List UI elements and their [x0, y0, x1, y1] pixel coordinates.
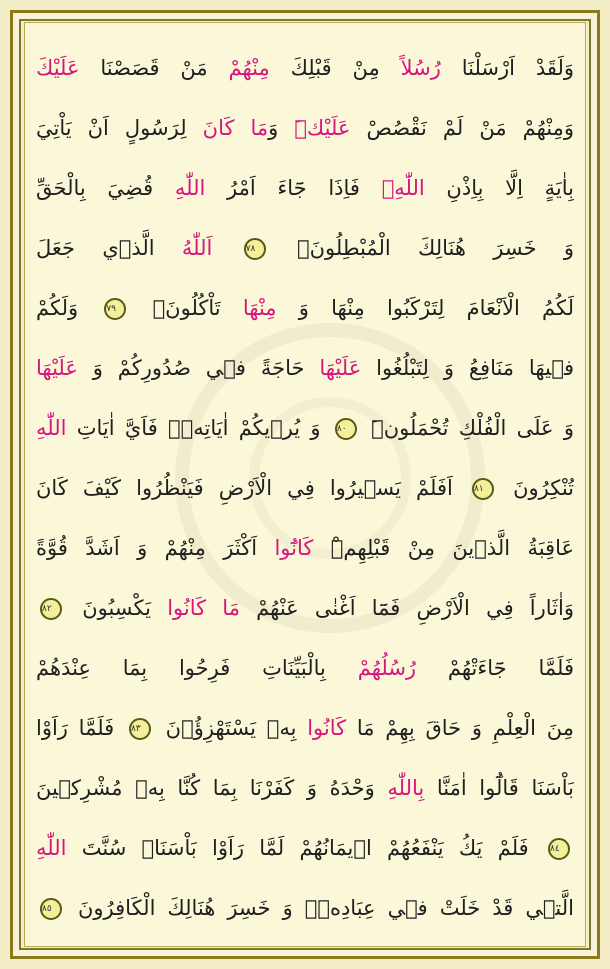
text-line [36, 638, 574, 698]
text-segment: بِه۪ يَسْتَهْزِؤُ۫نَ [154, 716, 308, 740]
ayah-number-marker: ٨٠ [335, 418, 357, 440]
text-line [36, 578, 574, 638]
highlighted-word: عَلَيْكَۜ [294, 116, 351, 140]
text-line [36, 398, 574, 458]
ayah-number-marker: ٨٣ [129, 718, 151, 740]
text-segment: قُضِيَ بِالْحَقِّ [36, 176, 175, 200]
text-segment: تَاْكُلُونَۘ [130, 296, 243, 320]
text-segment: وَ يُر۪يكُمْ اٰيَاتِه۪ۗ فَاَيَّ اٰيَاتِ [66, 416, 331, 440]
ayah-number-marker: ٨٤ [548, 838, 570, 860]
highlighted-word: مِنْهَا [242, 296, 277, 320]
text-line [36, 758, 574, 818]
text-segment: وَ عَلَى الْفُلْكِ تُحْمَلُونَۜ [360, 416, 574, 440]
text-segment: عَاقِبَةُ الَّذ۪ينَ مِنْ قَبْلِهِمْۜ [313, 536, 574, 560]
highlighted-word: بِاللّٰهِ [387, 776, 425, 800]
highlighted-word: اللّٰهِ [174, 176, 206, 200]
text-segment: ف۪يهَا مَنَافِعُ وَ لِتَبْلُغُوا [361, 356, 574, 380]
highlighted-word: اللّٰهِ [36, 416, 67, 440]
text-line [36, 698, 574, 758]
text-line [36, 278, 574, 338]
text-segment: فَاِذَا جَٓاءَ اَمْرُ [205, 176, 382, 200]
text-segment: وَ خَسِرَ هُنَالِكَ الْمُبْطِلُونَ۟ [269, 236, 574, 260]
text-line [36, 818, 574, 878]
highlighted-word: اَللّٰهُ [181, 236, 213, 260]
text-line [36, 38, 574, 98]
text-segment: الَّذ۪ي جَعَلَ [36, 236, 182, 260]
highlighted-word: اللّٰهِۚ [381, 176, 425, 200]
text-segment [212, 236, 239, 260]
text-segment: وَحْدَهُ وَ كَفَرْنَا بِمَا كُنَّا بِه۪ مُشْرِك۪ينَ [36, 776, 388, 800]
text-segment: اَفَلَمْ يَس۪يرُوا فِي الْاَرْضِ فَيَنْظُرُوا كَيْفَ كَانَ [36, 476, 468, 500]
ayah-number-marker: ٨٢ [40, 598, 62, 620]
ayah-number-marker: ٧٩ [104, 298, 126, 320]
text-segment: فَلَمَّا جَٓاءَتْهُمْ [416, 656, 574, 680]
highlighted-word: كَانُٓوا [274, 536, 314, 560]
highlighted-word: رُسُلاً [400, 56, 441, 80]
text-segment: بِالْبَيِّنَاتِ فَرِحُوا بِمَا عِنْدَهُمْ [36, 656, 358, 680]
text-segment: وَمِنْهُمْ مَنْ لَمْ نَقْصُصْ [350, 116, 574, 140]
text-line [36, 158, 574, 218]
text-segment: وَاٰثَاراً فِي الْاَرْضِ فَمَٓا اَغْنٰى عَنْهُمْ [239, 596, 574, 620]
text-segment: الَّت۪ي قَدْ خَلَتْ ف۪ي عِبَادِه۪ۚ وَ خَسِرَ هُنَالِكَ الْكَافِرُونَ [66, 896, 574, 920]
text-segment: لَكُمُ الْاَنْعَامَ لِتَرْكَبُوا مِنْهَا وَ [276, 296, 574, 320]
text-segment: بَاْسَنَا قَالُٓوا اٰمَنَّا [424, 776, 574, 800]
text-segment: مِنَ الْعِلْمِ وَ حَاقَ بِهِمْ مَا [346, 716, 574, 740]
highlighted-word: مِنْهُمْ [228, 56, 270, 80]
highlighted-word: مَا كَانُوا [167, 596, 240, 620]
text-segment: يَكْسِبُونَ [66, 596, 168, 620]
text-line [36, 98, 574, 158]
text-line [36, 458, 574, 518]
text-segment: تُنْكِرُونَ [497, 476, 574, 500]
text-segment: لِرَسُولٍ اَنْ يَاْتِيَ [36, 116, 203, 140]
text-segment: فَلَمْ يَكُ يَنْفَعُهُمْ ا۪يمَانُهُمْ لَمَّا رَاَوْا بَاْسَنَاۜ سُنَّتَ [66, 836, 544, 860]
text-line [36, 518, 574, 578]
ayah-number-marker: ٨٥ [40, 898, 62, 920]
highlighted-word: عَلَيْكَ [36, 56, 80, 80]
highlighted-word: مَا كَانَ [202, 116, 269, 140]
text-segment: مِنْ قَبْلِكَ [269, 56, 401, 80]
text-segment: وَ [268, 116, 295, 140]
highlighted-word: كَانُوا [307, 716, 347, 740]
text-segment: اَكْثَرَ مِنْهُمْ وَ اَشَدَّ قُوَّةً [36, 536, 275, 560]
highlighted-word: عَلَيْهَا [319, 356, 362, 380]
text-segment: مَنْ قَصَصْنَا [79, 56, 229, 80]
text-line [36, 218, 574, 278]
ayah-number-marker: ٨١ [472, 478, 494, 500]
text-segment: فَلَمَّا رَاَوْا [36, 716, 125, 740]
highlighted-word: اللّٰهِ [36, 836, 67, 860]
quran-text-block [36, 38, 574, 939]
highlighted-word: رُسُلُهُمْ [357, 656, 417, 680]
text-line [36, 338, 574, 398]
text-segment: حَاجَةً ف۪ي صُدُورِكُمْ وَ [77, 356, 320, 380]
text-segment: وَلَكُمْ [36, 296, 101, 320]
highlighted-word: عَلَيْهَا [36, 356, 78, 380]
ayah-number-marker: ٧٨ [244, 238, 266, 260]
text-line [36, 878, 574, 938]
text-segment: وَلَقَدْ اَرْسَلْنَا [440, 56, 574, 80]
text-segment: بِاٰيَةٍ اِلَّا بِاِذْنِ [424, 176, 574, 200]
